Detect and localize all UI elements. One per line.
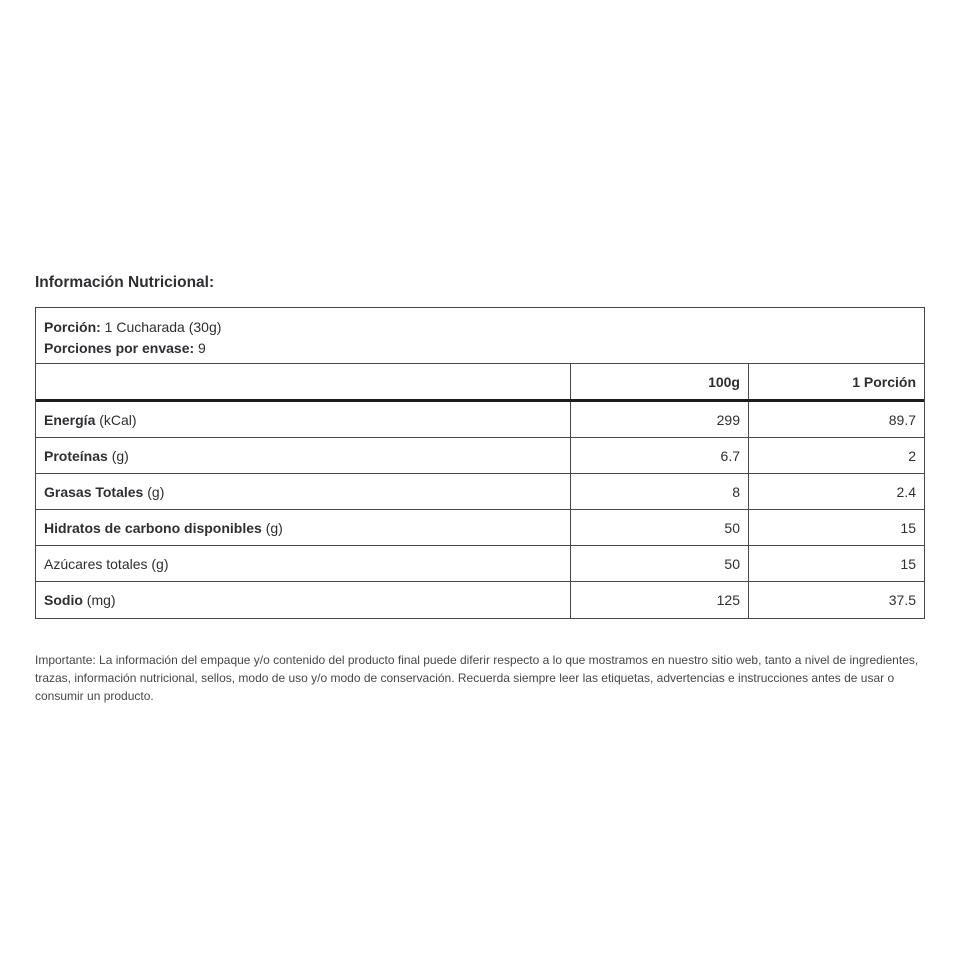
value-per-100g: 50	[570, 510, 748, 545]
nutrient-unit: (g)	[143, 483, 165, 500]
nutrient-unit: (kCal)	[95, 411, 137, 428]
section-title: Información Nutricional:	[35, 274, 215, 291]
nutrition-table	[35, 307, 925, 619]
value-per-100g: 6.7	[570, 438, 748, 473]
value-per-portion: 2	[748, 438, 924, 473]
value-per-100g: 299	[570, 402, 748, 437]
value-per-portion: 37.5	[748, 582, 924, 618]
nutrient-name: Grasas Totales	[44, 483, 144, 500]
value-per-100g: 125	[570, 582, 748, 618]
nutrient-unit: (g)	[261, 519, 283, 536]
value-per-100g: 8	[570, 474, 748, 509]
nutrient-name-cell	[36, 546, 570, 581]
table-row	[36, 510, 924, 546]
servings-per-pack-label: Porciones por envase:	[44, 340, 195, 356]
disclaimer-text: Importante: La información del empaque y/o contenido del producto final puede diferir respecto a lo que mostramos en nuestro sitio web, tanto a nivel de ingredientes, trazas, información nutricional, sellos, modo de uso y/o modo de conservación. Recuerda siempre leer las etiquetas, advertencias e instrucciones antes de usar o consumir un producto.	[35, 653, 919, 703]
table-row	[36, 474, 924, 510]
table-row	[36, 402, 924, 438]
header-nutrient	[36, 364, 570, 399]
table-row	[36, 438, 924, 474]
portion-line	[44, 317, 916, 338]
servings-per-pack-value: 9	[194, 340, 206, 356]
nutrient-name-cell	[36, 510, 570, 545]
value-per-portion: 15	[748, 546, 924, 581]
nutrient-unit: Azúcares totales (g)	[44, 555, 169, 572]
nutrient-name-cell	[36, 474, 570, 509]
nutrient-unit: (g)	[107, 447, 129, 464]
table-row	[36, 546, 924, 582]
nutrient-name-cell	[36, 582, 570, 618]
nutrient-name-cell	[36, 402, 570, 437]
value-per-portion: 2.4	[748, 474, 924, 509]
nutrient-name: Proteínas	[44, 447, 108, 464]
nutrient-name: Hidratos de carbono disponibles	[44, 519, 262, 536]
value-per-portion: 89.7	[748, 402, 924, 437]
nutrient-unit: (mg)	[82, 592, 116, 608]
serving-info	[36, 308, 924, 364]
nutrition-section	[35, 272, 927, 608]
nutrient-name: Sodio	[44, 592, 83, 608]
table-row	[36, 582, 924, 618]
portion-value: 1 Cucharada (30g)	[100, 319, 222, 335]
table-header-row	[36, 364, 924, 402]
value-per-portion: 15	[748, 510, 924, 545]
header-per-portion: 1 Porción	[748, 364, 924, 399]
nutrient-name: Energía	[44, 411, 96, 428]
servings-per-pack-line	[44, 338, 916, 359]
header-per-100g: 100g	[570, 364, 748, 399]
nutrient-name-cell	[36, 438, 570, 473]
value-per-100g: 50	[570, 546, 748, 581]
portion-label: Porción:	[44, 319, 101, 335]
